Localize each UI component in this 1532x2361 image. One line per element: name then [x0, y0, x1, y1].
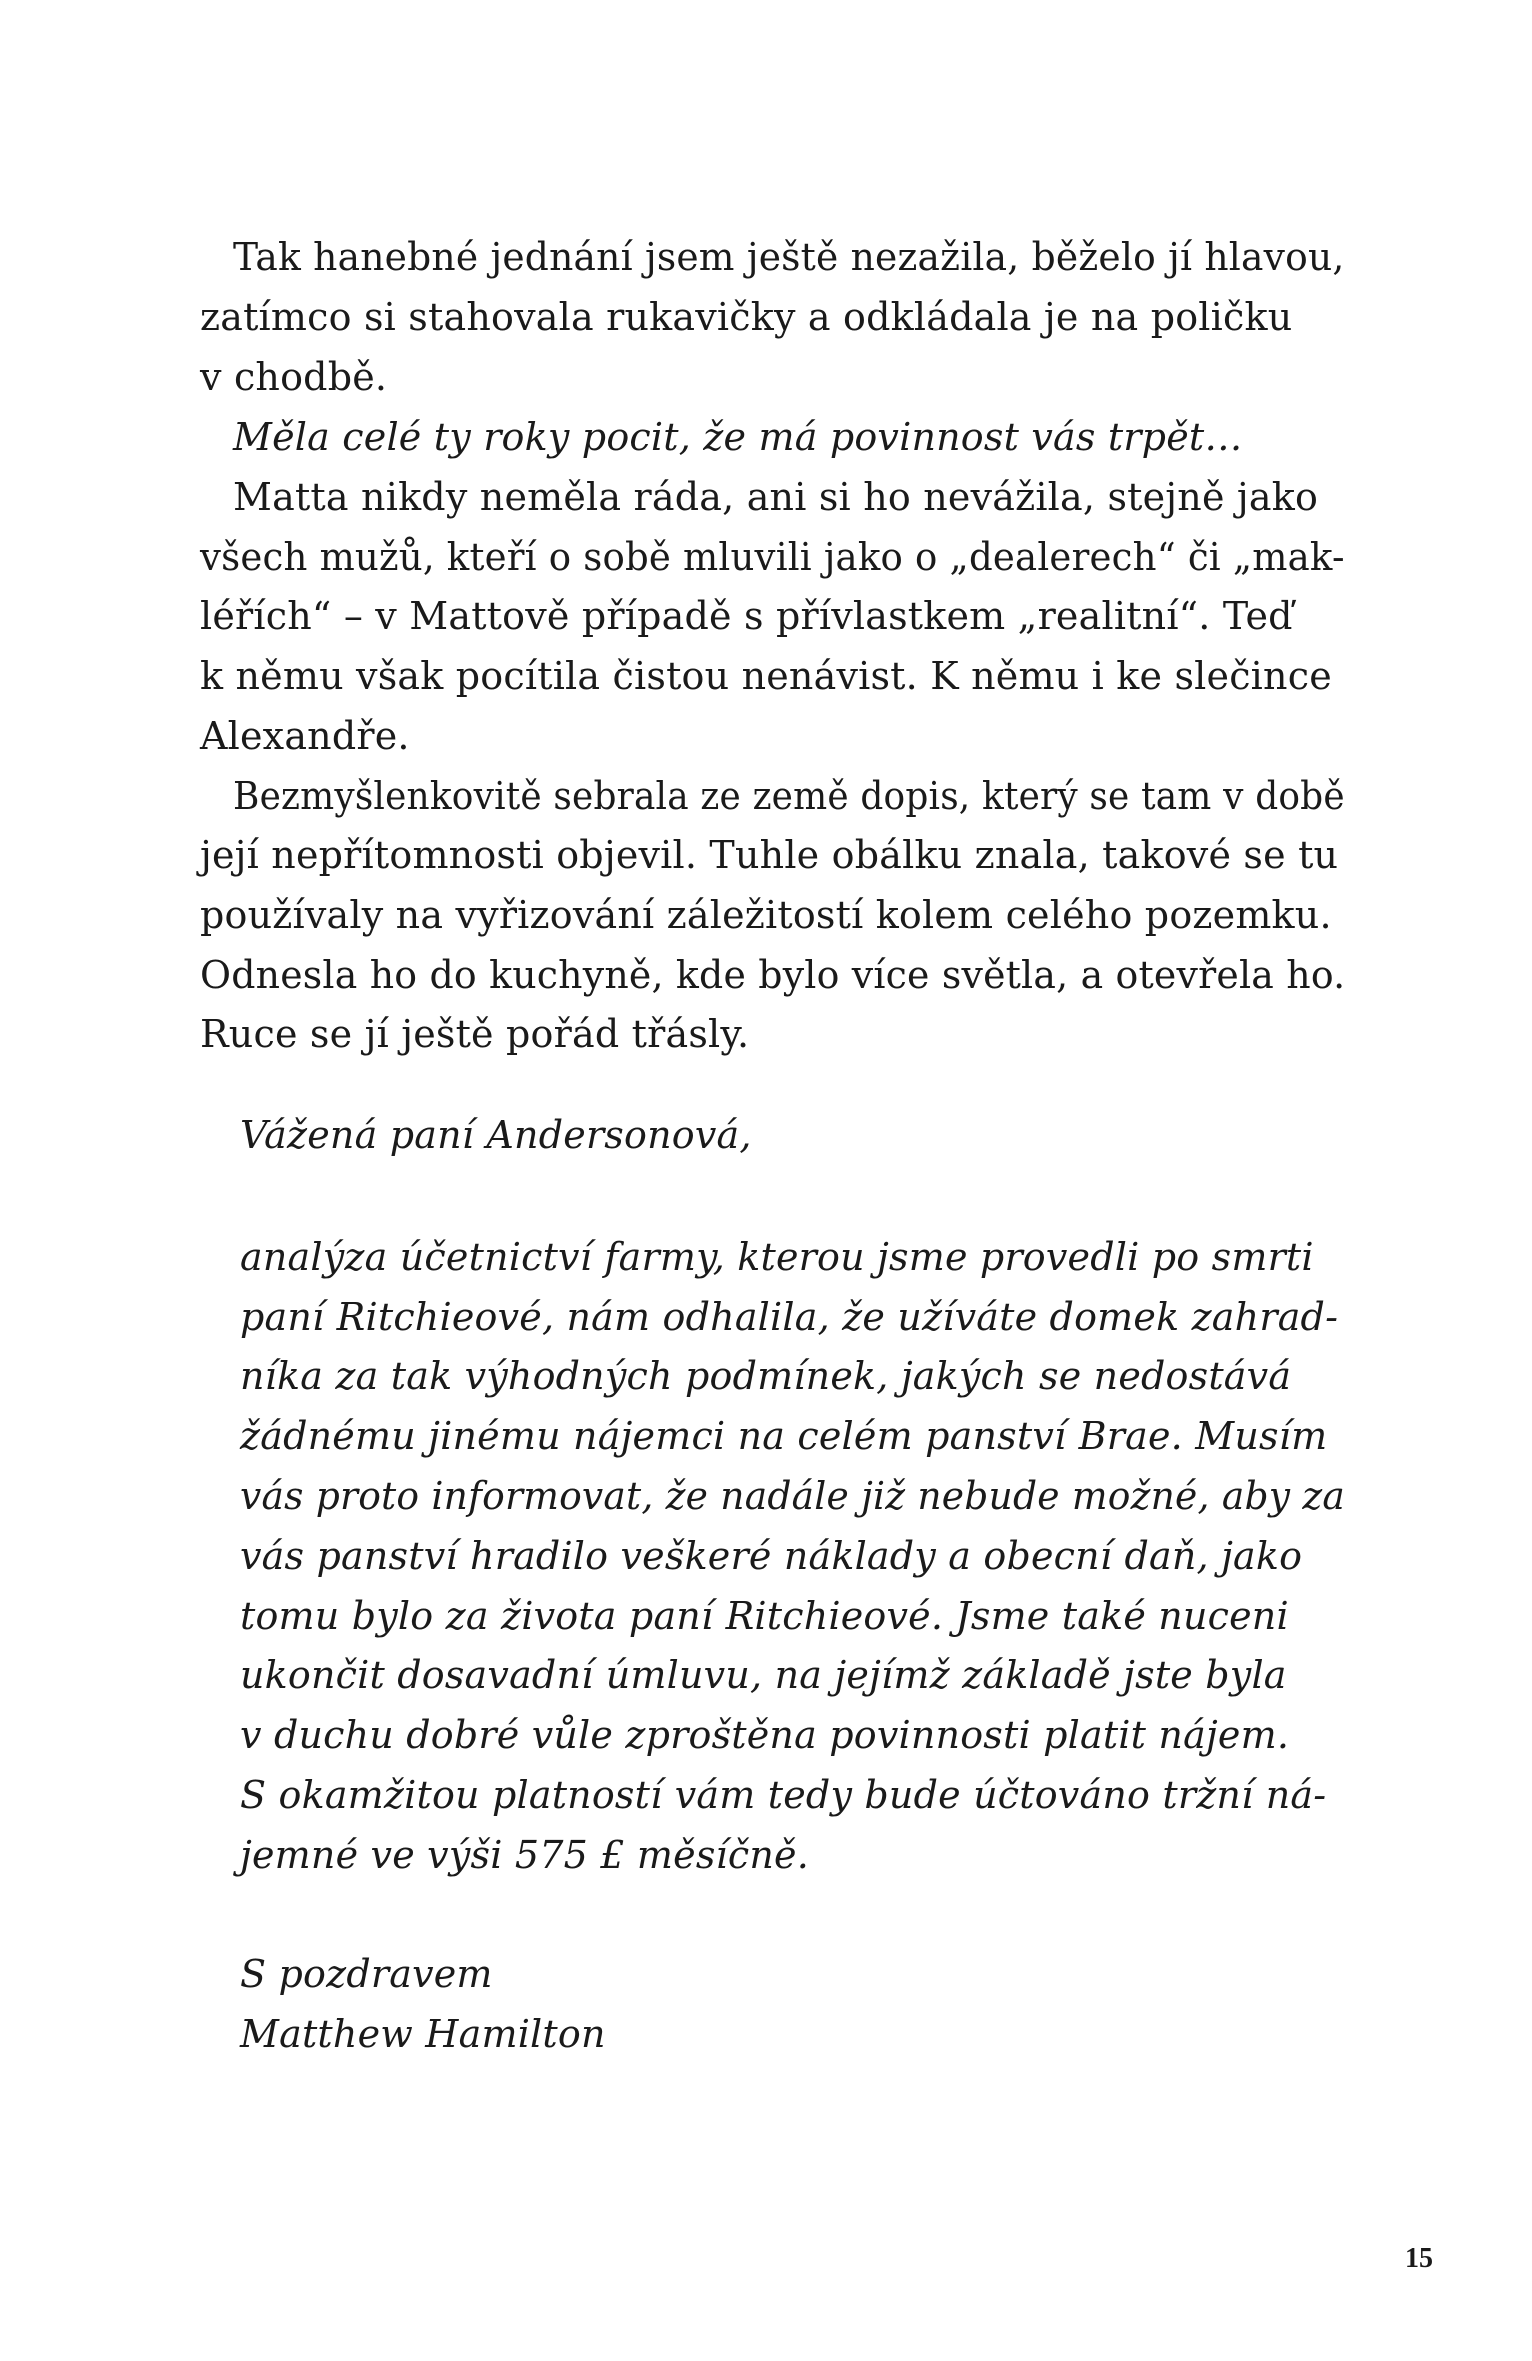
- narrative-line: v chodbě.: [200, 355, 388, 399]
- letter-signature: Matthew Hamilton: [240, 2012, 606, 2056]
- letter-line: tomu bylo za života paní Ritchieové. Jsme také nuceni: [240, 1594, 1289, 1638]
- letter-line: níka za tak výhodných podmínek, jakých se nedostává: [240, 1354, 1292, 1398]
- narrative-line: Odnesla ho do kuchyně, kde bylo více světla, a otevřela ho.: [200, 953, 1346, 997]
- narrative-line: její nepřítomnosti objevil. Tuhle obálku znala, takové se tu: [200, 833, 1339, 877]
- letter-line: ukončit dosavadní úmluvu, na jejímž základě jste byla: [240, 1653, 1287, 1697]
- narrative-line: Tak hanebné jednání jsem ještě nezažila, běželo jí hlavou,: [233, 235, 1345, 279]
- letter-line: vás proto informovat, že nadále již nebude možné, aby za: [240, 1474, 1346, 1518]
- narrative-line: Bezmyšlenkovitě sebrala ze země dopis, který se tam v době: [233, 774, 1345, 818]
- narrative-line: Matta nikdy neměla ráda, ani si ho nevážila, stejně jako: [233, 475, 1319, 519]
- letter-line: žádnému jinému nájemci na celém panství Brae. Musím: [240, 1414, 1328, 1458]
- narrative-line: Alexandře.: [200, 714, 410, 758]
- narrative-line: všech mužů, kteří o sobě mluvili jako o „dealerech“ či „mak-: [200, 535, 1345, 579]
- letter-line: S okamžitou platností vám tedy bude účtováno tržní ná-: [240, 1773, 1327, 1817]
- narrative-line: léřích“ – v Mattově případě s přívlastkem „realitní“. Teď: [200, 594, 1293, 638]
- letter-line: jemné ve výši 575 £ měsíčně.: [240, 1833, 810, 1877]
- page-number: 15: [1405, 2243, 1433, 2274]
- letter-closing: S pozdravem: [240, 1952, 493, 1996]
- letter-salutation: Vážená paní Andersonová,: [240, 1113, 752, 1157]
- narrative-line: Ruce se jí ještě pořád třásly.: [200, 1012, 750, 1056]
- narrative-line-italic: Měla celé ty roky pocit, že má povinnost vás trpět…: [233, 415, 1243, 459]
- narrative-line: k němu však pocítila čistou nenávist. K němu i ke slečince: [200, 654, 1332, 698]
- narrative-line: používaly na vyřizování záležitostí kolem celého pozemku.: [200, 893, 1332, 937]
- letter-line: v duchu dobré vůle zproštěna povinnosti platit nájem.: [240, 1713, 1290, 1757]
- letter-line: paní Ritchieové, nám odhalila, že užíváte domek zahrad-: [240, 1295, 1339, 1339]
- narrative-line: zatímco si stahovala rukavičky a odkládala je na poličku: [200, 295, 1293, 339]
- letter-line: vás panství hradilo veškeré náklady a obecní daň, jako: [240, 1534, 1303, 1578]
- letter-line: analýza účetnictví farmy, kterou jsme provedli po smrti: [240, 1235, 1314, 1279]
